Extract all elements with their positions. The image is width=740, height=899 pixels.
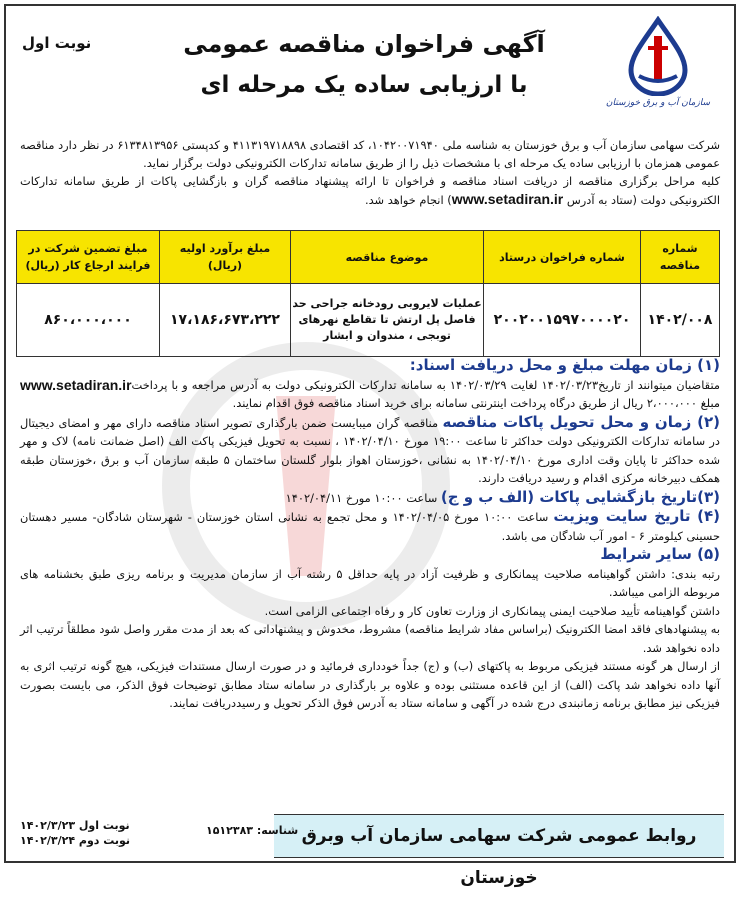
round-2-label: نوبت دوم (78, 834, 131, 847)
header-call-no: شماره فراخوان درستاد (484, 231, 641, 284)
ad-code-value: ۱۵۱۲۳۸۳ (206, 824, 253, 837)
water-power-logo-icon (623, 16, 693, 96)
round-1-label: نوبت اول (78, 819, 130, 832)
setad-link-2[interactable]: www.setadiran.ir (20, 376, 132, 393)
section-1-heading: (۱) زمان مهلت مبلغ و محل دریافت اسناد: (409, 356, 720, 374)
header-tender-no: شماره مناقصه (641, 231, 720, 284)
cell-tender-no: ۱۴۰۲/۰۰۸ (641, 284, 720, 357)
notice-sections (20, 356, 720, 713)
public-relations-banner: روابط عمومی شرکت سهامی سازمان آب وبرق خوزستان (274, 814, 724, 858)
cell-subject: عملیات لایروبی رودخانه جراحی حد فاصل پل ارتش تا تقاطع نهرهای توبجی ، مندوان و ابشار (291, 284, 484, 357)
section-5-heading: (۵) سایر شرایط (600, 545, 720, 563)
section-5-p2: داشتن گواهینامه تأیید صلاحیت ایمنی پیمانکاری از وزارت تعاون کار و رفاه اجتماعی الزامی است. (264, 603, 720, 618)
section-1-title (20, 356, 720, 376)
intro-paragraph-2-a: کلیه مراحل برگزاری مناقصه از دریافت اسناد مناقصه و فراخوان تا ارائه پیشنهاد مناقصه گران و بازگشایی پاکات از طریق سامانه تدارکات الکترونیکی دولت (ستاد به آدرس (20, 174, 720, 207)
cell-call-no: ۲۰۰۲۰۰۱۵۹۷۰۰۰۰۲۰ (484, 284, 641, 357)
round-label: نوبت اول (22, 34, 92, 52)
section-4-text: ساعت ۱۰:۰۰ مورخ ۱۴۰۲/۰۴/۰۵ و محل تجمع به نشانی استان خوزستان - شهرستان شادگان- مسیر دهستان حسینی کیلومتر ۶ - امور آب شادگان می باشد. (20, 510, 720, 543)
cell-guarantee: ۸۶۰،۰۰۰،۰۰۰ (17, 284, 160, 357)
section-2-heading: (۲) زمان و محل تحویل پاکات مناقصه (442, 412, 721, 431)
section-5-p3: به پیشنهادهای فاقد امضا الکترونیک (براساس مفاد شرایط مناقصه) مشروط، مخدوش و پیشنهاداتی که بعد از مدت مقرر واصل شود مطلقاً ترتیب اثر داده نخواهد شد. (20, 622, 720, 655)
setad-link[interactable]: www.setadiran.ir (451, 191, 564, 207)
section-4 (20, 507, 720, 545)
header-subject: موضوع مناقصه (291, 231, 484, 284)
notice-titles (144, 28, 584, 102)
intro-paragraph-1: شرکت سهامی سازمان آب و برق خوزستان به شناسه ملی ۱۰۴۲۰۰۷۱۹۴۰، کد اقتصادی ۴۱۱۳۱۹۷۱۸۸۹۸ و کدپستی ۶۱۳۴۸۱۳۹۵۶ در نظر دارد مناقصه عمومی همزمان با ارزیابی ساده یک مرحله ای با مشخصات ذیل را از طریق سامانه تدارکات الکترونیکی دولت برگزار نماید. (20, 138, 721, 170)
logo-caption: سازمان آب و برق خوزستان (605, 98, 711, 108)
cell-estimate: ۱۷،۱۸۶،۶۷۳،۲۲۲ (160, 284, 291, 357)
organization-logo (598, 16, 718, 126)
page-subtitle: با ارزیابی ساده یک مرحله ای (200, 72, 528, 98)
tender-notice (4, 4, 736, 888)
intro-text (20, 136, 720, 209)
round-1-value: ۱۴۰۲/۳/۲۳ (20, 819, 76, 832)
page-title: آگهی فراخوان مناقصه عمومی (183, 30, 545, 58)
intro-paragraph-2-b: انجام خواهد شد. (364, 193, 444, 207)
section-1-body (20, 376, 720, 413)
round-2-date (20, 833, 130, 848)
section-2 (20, 413, 720, 488)
section-1-text: متقاضیان میتوانند از تاریخ۱۴۰۲/۰۳/۲۳ لغایت ۱۴۰۲/۰۳/۲۹ به سامانه تدارکات الکترونیکی دولت به آدرس مراجعه و با پرداخت مبلغ ۲،۰۰۰،۰۰۰ ریال از طریق درگاه پرداخت اینترنتی سامانه برای خرید اسناد مناقصه فوق اقدام نمایند. (131, 377, 720, 410)
section-5-title (20, 545, 720, 565)
section-4-heading: (۴) تاریخ سایت ویزیت (553, 507, 721, 525)
section-2-text: مناقصه گران میبایست ضمن بارگذاری تصویر اسناد مناقصه دارای مهر و امضای دیجیتال در سامانه تدارکات الکترونیکی دولت حداکثر تا ساعت ۱۹:۰۰ مورخ ۱۴۰۲/۰۴/۱۰ ، نسبت به تحویل فیزیکی پاکت الف (اصل ضمانت نامه) لاک و مهر شده حداکثر تا پایان وقت اداری مورخ ۱۴۰۲/۰۴/۱۰ به نشانی ،خوزستان اهواز بلوار گلستان ساختمان ۵ طبقه سازمان آب و برق ،خوزستان طبقه همکف دبیرخانه مرکزی اقدام و رسید دریافت دارند. (20, 415, 720, 485)
round-1-date (20, 818, 130, 833)
section-5-p1: رتبه بندی: داشتن گواهینامه صلاحیت پیمانکاری و ظرفیت آزاد در پایه حداقل ۵ رشته آب از سازمان مدیریت و برنامه ریزی طبق بخشنامه های مربوطه الزامی میباشد. (20, 566, 720, 599)
header-estimate: مبلغ برآورد اولیه (ریال) (160, 231, 291, 284)
publication-dates (20, 818, 130, 848)
intro-paragraph-2: کلیه مراحل برگزاری مناقصه از دریافت اسناد مناقصه و فراخوان تا ارائه پیشنهاد مناقصه گران و بازگشایی پاکات از طریق سامانه تدارکات الکترونیکی دولت (ستاد به آدرس www.setadiran.ir) انجام خواهد شد. (20, 174, 720, 207)
header-guarantee: مبلغ تضمین شرکت در فرایند ارجاع کار (ریال) (17, 231, 160, 284)
section-5-p4: از ارسال هر گونه مستند فیزیکی مربوط به پاکتهای (ب) و (ج) جداً خودداری فرمائید و در صورت ارسال مستندات فیزیکی، هیچ گونه ترتیب اثری به آنها داده نخواهد شد پاکت (الف) از این قاعده مستثنی بوده و علاوه بر بارگذاری در سامانه ستاد مطابق توضیحات فوق الذکر، می بایست بصورت فیزیکی نیز مطابق برنامه زمانبندی درج شده در آگهی و سامانه ستاد به آدرس فوق الذکر تحویل و رسیددریافت نمایند. (20, 659, 720, 710)
section-3-text: ساعت ۱۰:۰۰ مورخ ۱۴۰۲/۰۴/۱۱ (285, 490, 438, 505)
table-row (17, 284, 720, 357)
table-header-row (17, 231, 720, 284)
section-3 (20, 488, 720, 508)
ad-code-label: شناسه: (256, 824, 299, 837)
round-2-value: ۱۴۰۲/۳/۲۴ (20, 834, 76, 847)
section-3-heading: (۳)تاریخ بازگشایی پاکات (الف ب و ج) (440, 487, 720, 506)
ad-code (206, 824, 298, 837)
tender-table (16, 230, 720, 357)
